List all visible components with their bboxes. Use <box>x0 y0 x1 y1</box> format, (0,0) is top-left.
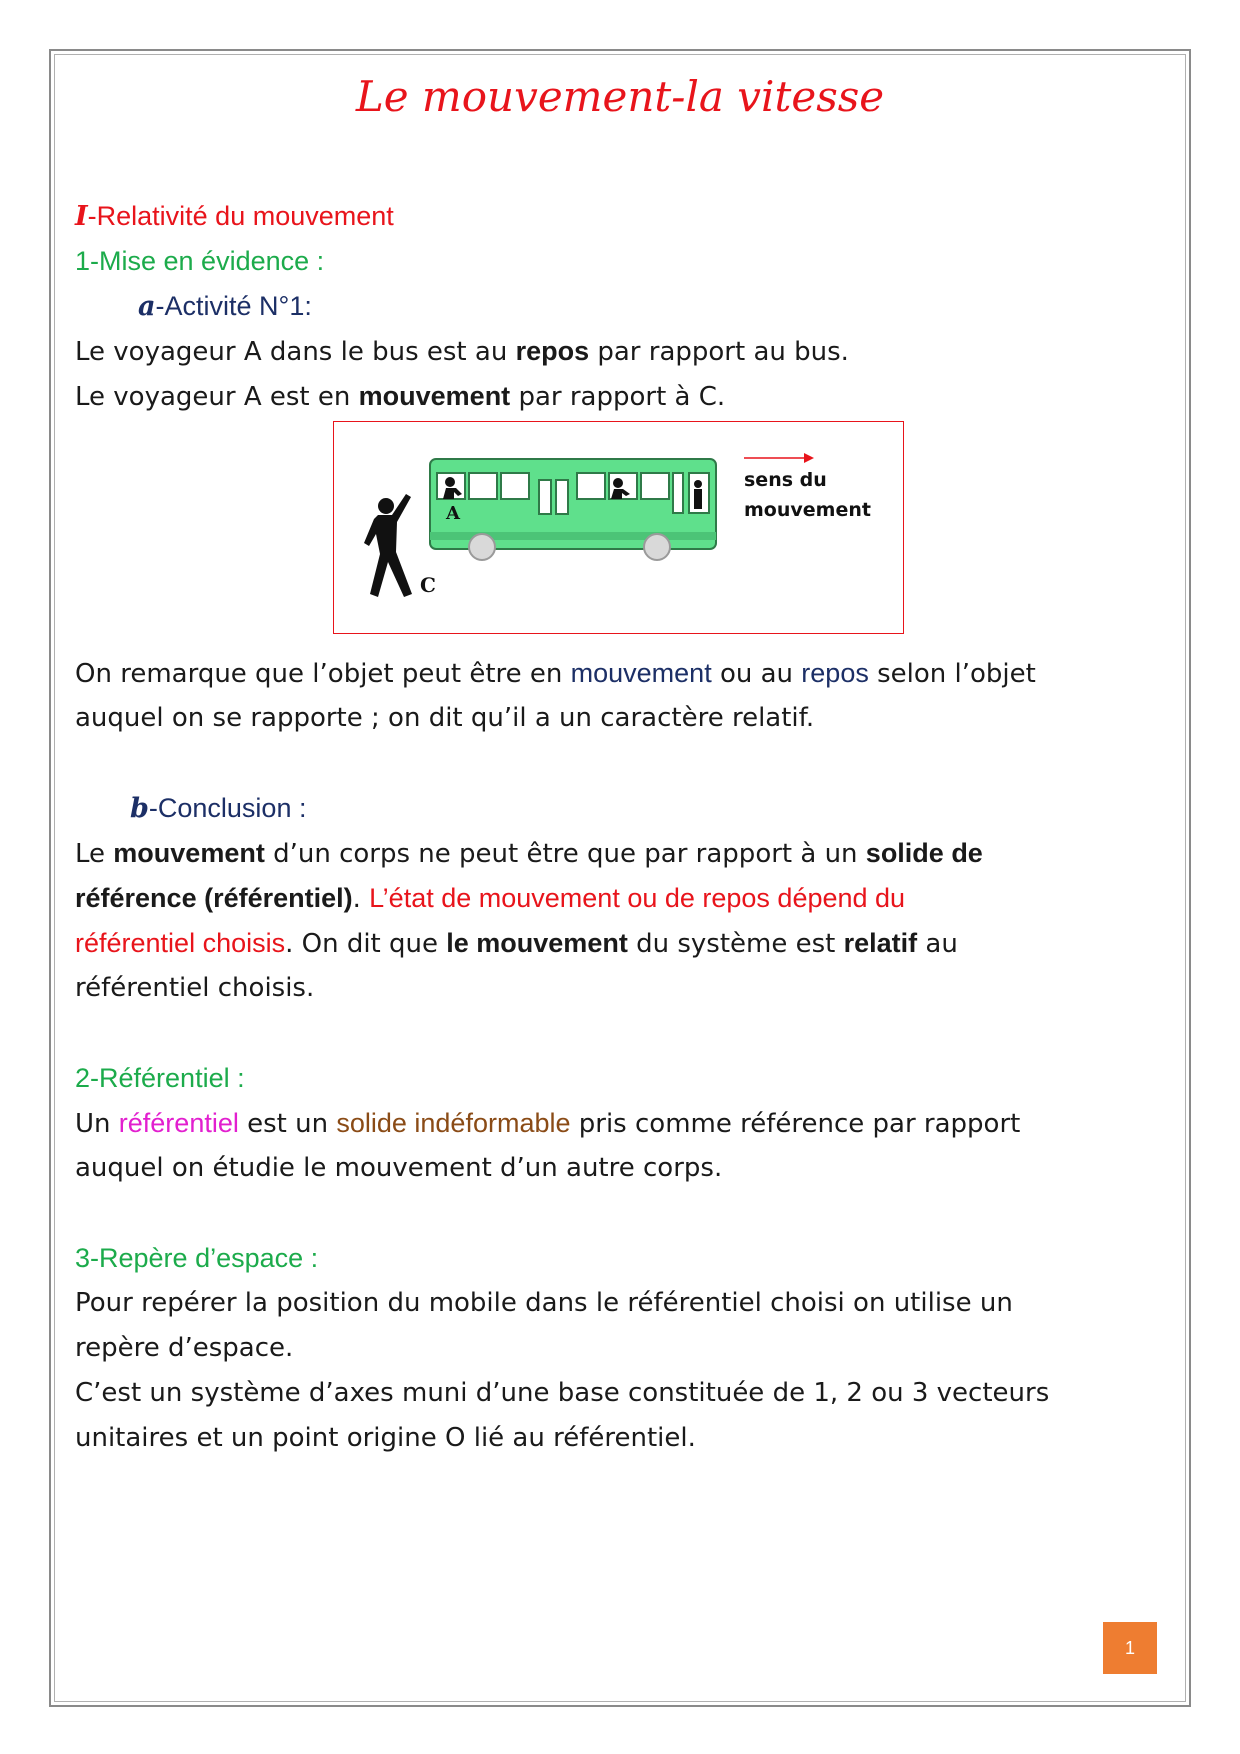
red-text: référentiel choisis <box>75 928 286 958</box>
bus-window <box>577 473 605 499</box>
page-number: 1 <box>1103 1622 1157 1674</box>
conclusion-letter: b <box>130 793 149 824</box>
bold-text: mouvement <box>358 381 511 411</box>
brown-text: solide indéformable <box>336 1108 571 1138</box>
text: On remarque que l’objet peut être en <box>75 659 571 689</box>
direction-label: mouvement <box>744 499 871 521</box>
bus-figure <box>333 421 904 634</box>
paragraph-line: auquel on étudie le mouvement d’un autre corps. <box>75 1153 723 1183</box>
activity-heading <box>138 289 312 324</box>
paragraph-line: C’est un système d’axes muni d’une base constituée de 1, 2 ou 3 vecteurs <box>75 1378 1050 1408</box>
text: Le voyageur A dans le bus est au <box>75 337 516 367</box>
paragraph-line <box>75 926 958 961</box>
label-a: A <box>446 503 460 524</box>
bus-wheel <box>469 534 495 560</box>
paragraph-line <box>75 379 725 414</box>
highlight-text: mouvement <box>570 658 712 688</box>
paragraph-line: référentiel choisis. <box>75 973 315 1003</box>
bold-text: solide de <box>865 838 983 868</box>
person-c <box>364 494 412 597</box>
bold-text: mouvement <box>113 838 265 868</box>
text: Le <box>75 839 114 869</box>
paragraph-line <box>75 836 983 871</box>
text: selon l’objet <box>868 659 1036 689</box>
red-text: L’état de mouvement ou de repos dépend du <box>369 883 906 913</box>
bus-door <box>556 480 568 514</box>
bold-text: référence (référentiel) <box>75 883 353 913</box>
paragraph-line: Pour repérer la position du mobile dans le référentiel choisi on utilise un <box>75 1288 1013 1318</box>
text: ou au <box>711 659 802 689</box>
label-c: C <box>420 573 436 597</box>
activity-label: -Activité N°1: <box>155 291 312 321</box>
bus-illustration <box>334 422 902 632</box>
paragraph-line: unitaires et un point origine O lié au référentiel. <box>75 1423 696 1453</box>
bus-window <box>501 473 529 499</box>
bus-window <box>469 473 497 499</box>
bus-window <box>641 473 669 499</box>
text: au <box>917 929 958 959</box>
direction-arrowhead <box>804 453 814 463</box>
conclusion-heading <box>130 791 306 826</box>
text: par rapport au bus. <box>589 337 849 367</box>
bus-wheel <box>644 534 670 560</box>
magenta-text: référentiel <box>118 1108 239 1138</box>
section-numeral: I <box>75 201 88 232</box>
section-heading <box>75 199 394 234</box>
paragraph-line: auquel on se rapporte ; on dit qu’il a un caractère relatif. <box>75 703 815 733</box>
passenger-front <box>694 480 702 509</box>
subsection-heading-2: 2-Référentiel : <box>75 1063 245 1093</box>
paragraph-line: repère d’espace. <box>75 1333 294 1363</box>
bus-door <box>539 480 551 514</box>
text: Le voyageur A est en <box>75 382 359 412</box>
text: . On dit que <box>285 929 447 959</box>
bold-text: le mouvement <box>446 928 628 958</box>
paragraph-line <box>75 334 849 369</box>
bus-door <box>673 473 683 513</box>
highlight-text: repos <box>801 658 869 688</box>
text: . <box>352 884 370 914</box>
page-title: Le mouvement-la vitesse <box>355 72 885 121</box>
text: pris comme référence par rapport <box>570 1109 1021 1139</box>
bold-text: repos <box>515 336 590 366</box>
section-heading-text: -Relativité du mouvement <box>87 201 394 231</box>
subsection-heading-1: 1-Mise en évidence : <box>75 246 325 276</box>
text: du système est <box>627 929 844 959</box>
bold-text: relatif <box>843 928 918 958</box>
text: d’un corps ne peut être que par rapport à un <box>264 839 866 869</box>
subsection-heading-3: 3-Repère d’espace : <box>75 1243 319 1273</box>
paragraph-line <box>75 881 905 916</box>
paragraph-line <box>75 656 1036 691</box>
text: par rapport à C. <box>510 382 726 412</box>
text: Un <box>75 1109 119 1139</box>
conclusion-label: -Conclusion : <box>148 793 307 823</box>
direction-label: sens du <box>744 469 827 491</box>
paragraph-line <box>75 1106 1020 1141</box>
activity-letter: a <box>138 291 156 322</box>
text: est un <box>238 1109 337 1139</box>
